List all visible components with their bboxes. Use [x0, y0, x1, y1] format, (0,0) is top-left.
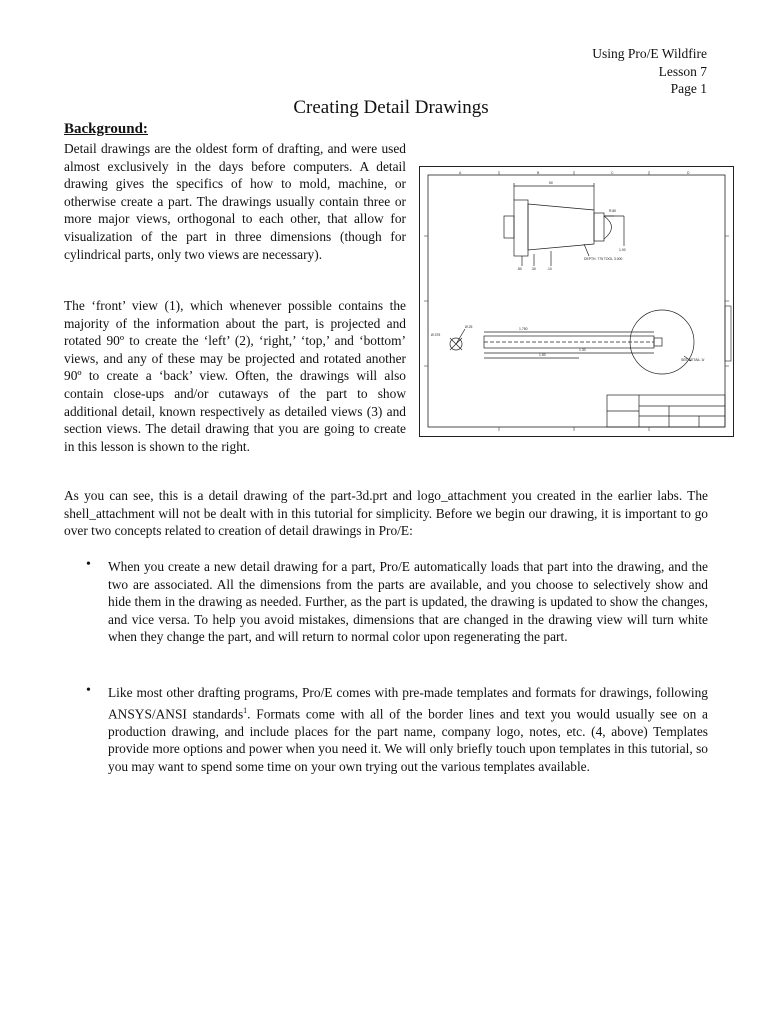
page-title: Creating Detail Drawings: [293, 97, 489, 118]
dimension-label: .30: [531, 267, 536, 271]
dimension-label: 1.30: [579, 348, 586, 352]
figure-frame: [420, 167, 734, 437]
bullet-marker: •: [86, 557, 91, 572]
paragraph-overview: As you can see, this is a detail drawing of the part-3d.prt and logo_attachment you created in the earlier labs. The shell_attachment will not be dealt with in this tutorial for simplicity. Before we begin our drawing, it is important to go over two concepts related to creation of detail drawings in Pro/E:: [64, 488, 708, 539]
section-heading-background: Background:: [64, 121, 148, 137]
dimension-label: 1.50: [539, 353, 546, 357]
dimension-label: 50: [549, 181, 553, 185]
border-letter: B: [537, 171, 540, 175]
bullet-marker: •: [86, 683, 91, 698]
dimension-label: Ø.25: [465, 325, 473, 329]
note-label: DEPTH .775 TOOL 3.000: [584, 257, 623, 261]
bullet-templates-text-2: . Formats come with all of the border lines and text you would usually see on a production drawing, and include places for the part name, company logo, notes, etc. (4, above) Templates provide more options and power when you need it. We will only briefly touch upon templates in this tutorial, so you may want to spend some time on your own trying out the various templates available.: [108, 706, 708, 774]
dimension-label: .10: [547, 267, 552, 271]
paragraph-intro: Detail drawings are the oldest form of drafting, and were used almost exclusively in the days before computers. A detail drawing gives the specifics of how to mold, machine, or otherwise create a part. The drawings usually contain three or more major views, orthogonal to each other, that allow for visualization of the part in three dimensions (though for cylindrical parts, only two views are necessary).: [64, 141, 406, 262]
detail-note: SEE DETAIL 'A': [681, 358, 705, 362]
dimension-label: R.80: [609, 209, 617, 213]
border-letter: A: [459, 171, 462, 175]
header-lesson: Lesson 7: [658, 63, 707, 79]
header-course: Using Pro/E Wildfire: [592, 46, 707, 61]
bullet-templates: [108, 684, 708, 775]
dimension-label: 1.00: [619, 248, 626, 252]
bullet-templates-text-1: Like most other drafting programs, Pro/E comes with pre-made templates and formats for drawings, following ANSYS/ANSI standards: [108, 685, 708, 722]
detail-drawing-figure: [419, 166, 734, 437]
border-letter: C: [611, 171, 614, 175]
page-header: [592, 45, 707, 98]
border-letter: D: [687, 171, 690, 175]
dimension-label: 1.750: [519, 327, 528, 331]
header-page-number: Page 1: [670, 81, 707, 96]
footnote-marker: 1: [243, 705, 248, 715]
dimension-label: .80: [517, 267, 522, 271]
dimension-label: Ø.375: [431, 333, 441, 337]
bullet-associativity: When you create a new detail drawing for a part, Pro/E automatically loads that part into the drawing, and the two are associated. All the dimensions from the parts are available, and you choose to selectively show and hide them in the drawing as needed. Further, as the part is updated, the drawing is updated to show the changes, and vice versa. To help you avoid mistakes, dimensions that are changed in the drawing view will turn white when they change the part, and will return to normal color upon regenerating the part.: [108, 559, 708, 645]
paragraph-views: The ‘front’ view (1), which whenever possible contains the majority of the information about the part, is projected and rotated 90º to create the ‘left’ (2), ‘right,’ ‘top,’ and ‘bottom’ views, and any of these may be projected and rotated another 90º to create a ‘back’ view. Often, the drawings will also contain close-ups and/or cutaways of the part to show additional detail, known respectively as detailed views (3) and section views. The detail drawing that you are going to create in this lesson is shown to the right.: [64, 298, 406, 454]
